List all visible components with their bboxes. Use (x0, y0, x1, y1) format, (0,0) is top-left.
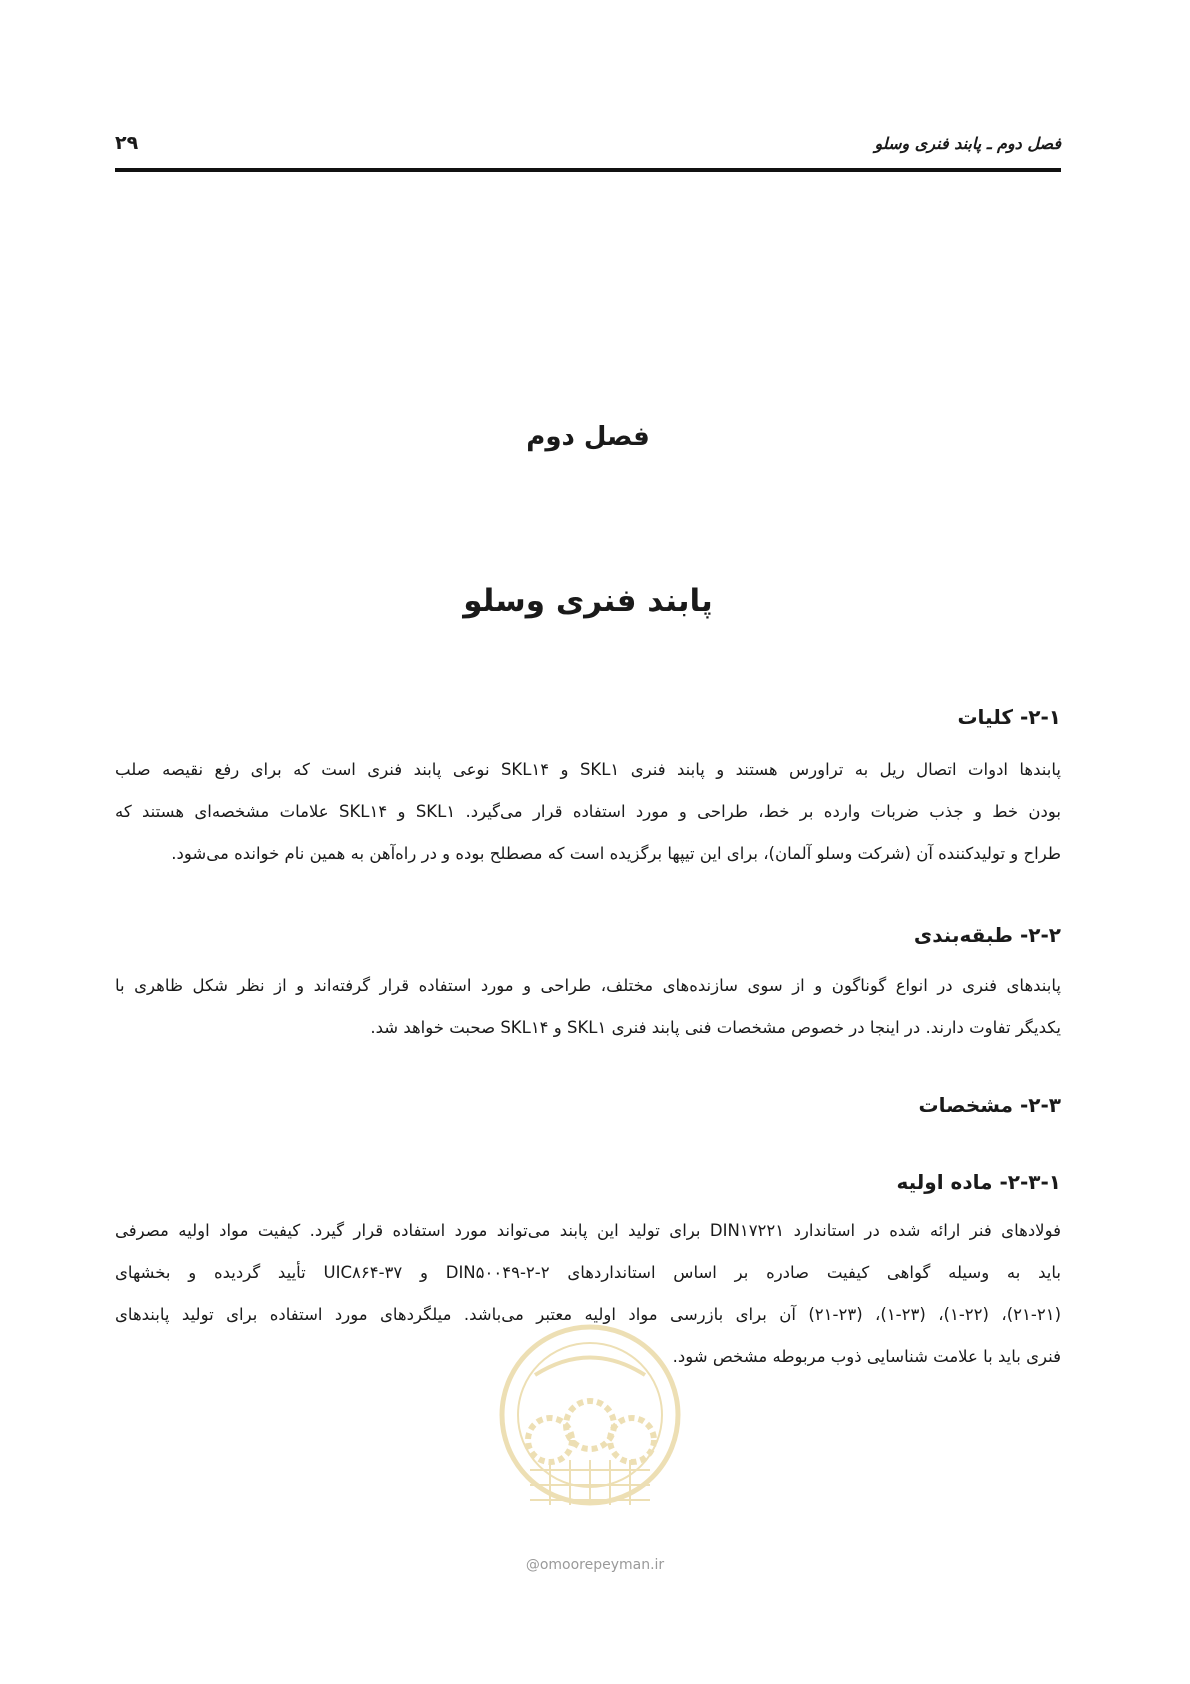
paragraph-line: پابندها ادوات اتصال ریل به تراورس هستند و پابند فنری SKL۱ و SKL۱۴ نوعی پابند فنری است که برای رفع نقیصه صلب (115, 760, 1061, 779)
paragraph-line: یکدیگر تفاوت دارند. در اینجا در خصوص مشخصات فنی پابند فنری SKL۱ و SKL۱۴ صحبت خواهد شد. (370, 1018, 1061, 1037)
running-header (115, 130, 1061, 164)
section-heading-general: ۲-۱- کلیات (957, 705, 1061, 729)
header-rule (115, 168, 1061, 172)
paragraph-line: فنری باید با علامت شناسایی ذوب مربوطه مشخص شود. (672, 1347, 1061, 1366)
page-number: ۲۹ (115, 132, 139, 154)
paragraph-line: (۲۱-۲۱)، (۱-۲۲)، (۱-۲۳)، (۲۱-۲۳) آن برای بازرسی مواد اولیه معتبر می‌باشد. میلگردهای مورد استفاده برای تولید پابندهای (115, 1305, 1061, 1324)
paragraph-line: فولادهای فنر ارائه شده در استاندارد DIN۱۷۲۲۱ برای تولید این پابند می‌تواند مورد استفاده قرار گیرد. کیفیت مواد اولیه مصرفی (115, 1221, 1061, 1240)
paragraph-general (115, 749, 1061, 875)
paragraph-line: طراح و تولیدکننده آن (شرکت وسلو آلمان)، برای این تیپها برگزیده است که مصطلح بوده و در راه‌آهن به همین نام خوانده می‌شود. (171, 844, 1061, 863)
paragraph-line: بودن خط و جذب ضربات وارده بر خط، طراحی و مورد استفاده قرار می‌گیرد. SKL۱ و SKL۱۴ علامات مشخصه‌ای هستند که (115, 802, 1061, 821)
section-heading-specifications: ۲-۳- مشخصات (918, 1093, 1061, 1117)
watermark-logo-icon (490, 1320, 690, 1550)
section-heading-raw-material: ۲-۳-۱- ماده اولیه (896, 1170, 1061, 1194)
chapter-label: فصل دوم (526, 422, 650, 452)
section-heading-classification: ۲-۲- طبقه‌بندی (913, 923, 1061, 947)
watermark-site-text: @omoorepeyman.ir (525, 1557, 665, 1573)
running-title: فصل دوم ـ پابند فنری وسلو (874, 134, 1061, 153)
paragraph-classification (115, 965, 1061, 1049)
paragraph-line: باید به وسیله گواهی کیفیت صادره بر اساس استانداردهای DIN۵۰۰۴۹-۲-۲ و UIC۸۶۴-۳۷ تأیید گردیده و بخشهای (115, 1263, 1061, 1282)
chapter-title: پابند فنری وسلو (463, 583, 713, 619)
paragraph-line: پابندهای فنری در انواع گوناگون و از سوی سازنده‌های مختلف، طراحی و مورد استفاده قرار گرفته‌اند و از نظر شکل ظاهری با (115, 976, 1061, 995)
